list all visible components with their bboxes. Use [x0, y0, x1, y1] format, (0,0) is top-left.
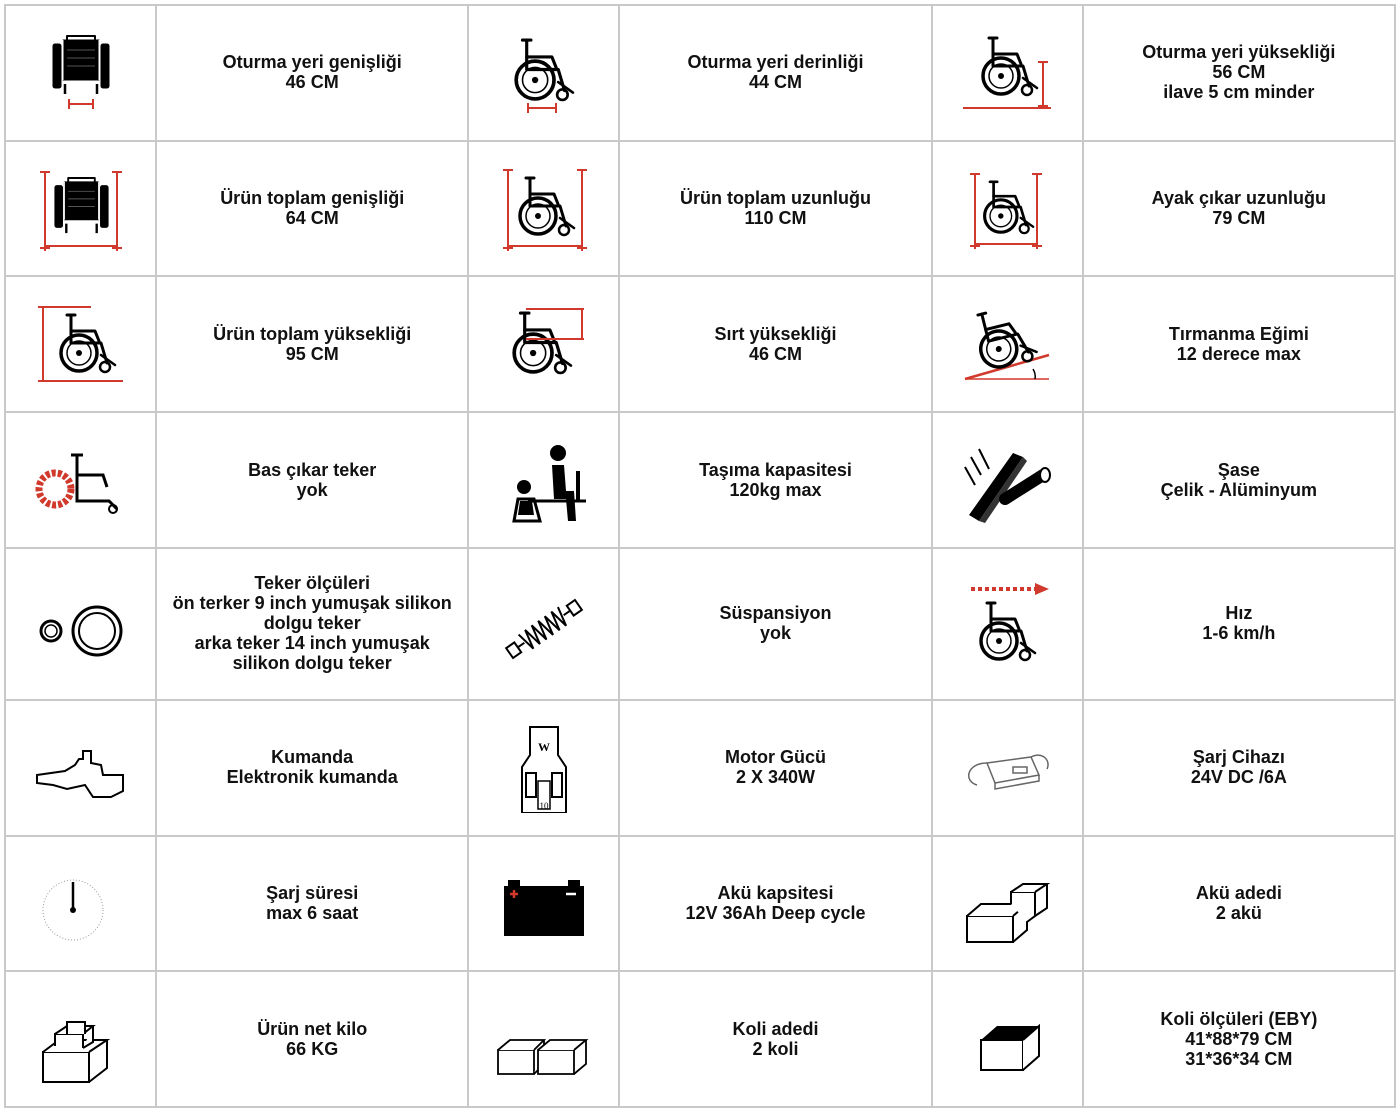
- spec-text-cell: [1083, 971, 1395, 1107]
- clock-icon: [31, 858, 131, 948]
- spec-text: [1191, 747, 1287, 787]
- spec-value: 2 akü: [1215, 902, 1262, 923]
- spec-text: [680, 188, 871, 228]
- spec-text-cell: [1083, 412, 1395, 548]
- spec-value: 46 CM: [748, 343, 802, 364]
- spec-text-cell: [1083, 548, 1395, 700]
- spec-text: [699, 460, 852, 500]
- spec-label: Ürün toplam uzunluğu: [680, 188, 871, 209]
- spec-text-cell: [619, 5, 931, 141]
- spec-text-cell: [156, 276, 468, 412]
- seat-height-icon: [957, 28, 1057, 118]
- spec-text-cell: [1083, 141, 1395, 277]
- total-width-icon: [31, 164, 131, 254]
- spec-value: 12V 36Ah Deep cycle: [685, 902, 866, 923]
- package-dimensions-icon: [957, 994, 1057, 1084]
- spec-text-cell: [619, 836, 931, 972]
- spec-value: silikon dolgu teker: [232, 653, 392, 674]
- spec-row: [5, 412, 1395, 548]
- spec-label: Sırt yüksekliği: [714, 323, 837, 344]
- spec-icon-cell: [5, 276, 156, 412]
- spec-label: Akü adedi: [1195, 882, 1282, 903]
- battery-boxes-icon: [957, 858, 1057, 948]
- spec-label: Şarj süresi: [266, 882, 359, 903]
- speed-icon: [957, 579, 1057, 669]
- spec-text: [725, 747, 826, 787]
- spec-text: [687, 52, 863, 92]
- chassis-icon: [957, 435, 1057, 525]
- spec-text: [227, 747, 398, 787]
- spec-text: [1161, 460, 1317, 500]
- spec-label: Şarj Cihazı: [1192, 747, 1285, 768]
- spec-row: [5, 700, 1395, 836]
- spec-value: 41*88*79 CM: [1185, 1028, 1293, 1049]
- spec-icon-cell: [468, 836, 619, 972]
- spec-icon-cell: [5, 836, 156, 972]
- spec-icon-cell: [5, 141, 156, 277]
- battery-icon: [494, 858, 594, 948]
- spec-value: 66 KG: [286, 1038, 339, 1059]
- spec-text-cell: [619, 141, 931, 277]
- spec-icon-cell: [468, 700, 619, 836]
- spec-value: Çelik - Alüminyum: [1160, 479, 1318, 500]
- motor-num-label: 10: [539, 800, 549, 811]
- spec-text: [719, 603, 831, 643]
- spec-label: Teker ölçüleri: [254, 573, 371, 594]
- spec-label: Süspansiyon: [719, 603, 832, 624]
- spec-text-cell: [156, 141, 468, 277]
- spec-label: Tırmanma Eğimi: [1168, 323, 1309, 344]
- spec-icon-cell: [5, 971, 156, 1107]
- spec-label: Akü kapsitesi: [717, 882, 834, 903]
- spec-value: max 6 saat: [266, 902, 359, 923]
- climb-slope-icon: [957, 299, 1057, 389]
- spec-label: Ürün toplam genişliği: [220, 188, 405, 209]
- back-height-icon: [494, 299, 594, 389]
- total-length-icon: [494, 164, 594, 254]
- spec-label: Koli adedi: [732, 1018, 819, 1039]
- spec-text: [220, 188, 404, 228]
- spec-text: [714, 324, 836, 364]
- spec-row: [5, 276, 1395, 412]
- spec-value: 24V DC /6A: [1190, 767, 1287, 788]
- spec-icon-cell: [468, 412, 619, 548]
- spec-label: Şase: [1217, 459, 1260, 480]
- motor-w-label: W: [537, 739, 550, 754]
- spec-text: [685, 883, 865, 923]
- specification-table: [4, 4, 1396, 1108]
- spec-value: 46 CM: [285, 72, 339, 93]
- spec-text: [1152, 188, 1326, 228]
- spec-text-cell: [1083, 700, 1395, 836]
- net-weight-box-icon: [31, 994, 131, 1084]
- load-capacity-icon: [494, 435, 594, 525]
- spec-label: Hız: [1225, 603, 1253, 624]
- wheel-size-icon: [31, 579, 131, 669]
- spec-icon-cell: [5, 548, 156, 700]
- spec-row: [5, 836, 1395, 972]
- spec-icon-cell: [932, 971, 1083, 1107]
- spec-label: Koli ölçüleri (EBY): [1160, 1008, 1318, 1029]
- spec-text: [1169, 324, 1309, 364]
- spec-value: 56 CM: [1212, 62, 1266, 83]
- spec-text: [213, 324, 411, 364]
- spec-text: [173, 573, 452, 673]
- spec-label: Ürün toplam yüksekliği: [213, 323, 412, 344]
- spec-label: Oturma yeri yüksekliği: [1142, 42, 1336, 63]
- spec-value: 95 CM: [285, 343, 339, 364]
- spec-text: [257, 1019, 367, 1059]
- spec-value: 110 CM: [744, 208, 807, 229]
- spec-icon-cell: [5, 412, 156, 548]
- spec-text: [1142, 42, 1335, 102]
- spec-value: 64 CM: [285, 208, 339, 229]
- spec-value: 2 koli: [752, 1038, 799, 1059]
- spec-text-cell: [1083, 276, 1395, 412]
- spec-icon-cell: [468, 141, 619, 277]
- seat-depth-icon: [494, 28, 594, 118]
- spec-text: [1160, 1009, 1317, 1069]
- spec-text-cell: [1083, 836, 1395, 972]
- spec-text: [266, 883, 358, 923]
- spec-label: Oturma yeri derinliği: [687, 52, 864, 73]
- spec-text: [1196, 883, 1282, 923]
- motor-icon: [494, 723, 594, 813]
- spec-value: yok: [759, 623, 792, 644]
- spec-text-cell: [619, 548, 931, 700]
- spec-value: 120kg max: [729, 479, 822, 500]
- spec-row: [5, 5, 1395, 141]
- spec-row: [5, 141, 1395, 277]
- spec-text-cell: [1083, 5, 1395, 141]
- joystick-controller-icon: [31, 723, 131, 813]
- spec-label: Ürün net kilo: [257, 1018, 368, 1039]
- seat-width-icon: [31, 28, 131, 118]
- spec-value: 12 derece max: [1176, 343, 1301, 364]
- spec-value: ilave 5 cm minder: [1163, 82, 1315, 103]
- spec-icon-cell: [468, 971, 619, 1107]
- spec-icon-cell: [468, 548, 619, 700]
- spec-text-cell: [156, 548, 468, 700]
- spec-icon-cell: [932, 141, 1083, 277]
- spec-icon-cell: [932, 548, 1083, 700]
- spec-icon-cell: [932, 412, 1083, 548]
- quick-release-wheel-icon: [31, 435, 131, 525]
- suspension-icon: [494, 579, 594, 669]
- spec-label: Ayak çıkar uzunluğu: [1151, 188, 1327, 209]
- footrest-length-icon: [957, 164, 1057, 254]
- spec-text-cell: [156, 700, 468, 836]
- spec-value: arka teker 14 inch yumuşak: [194, 633, 430, 654]
- spec-text-cell: [619, 971, 931, 1107]
- total-height-icon: [31, 299, 131, 389]
- spec-value: 31*36*34 CM: [1185, 1048, 1293, 1069]
- spec-label: Oturma yeri genişliği: [222, 52, 402, 73]
- spec-icon-cell: [5, 700, 156, 836]
- spec-value: 2 X 340W: [735, 767, 816, 788]
- spec-icon-cell: [468, 276, 619, 412]
- spec-value: 79 CM: [1212, 208, 1266, 229]
- spec-label: Bas çıkar teker: [248, 459, 377, 480]
- spec-value: yok: [296, 479, 328, 500]
- spec-icon-cell: [468, 5, 619, 141]
- spec-text-cell: [156, 412, 468, 548]
- spec-icon-cell: [932, 836, 1083, 972]
- spec-text-cell: [619, 412, 931, 548]
- spec-text: [248, 460, 376, 500]
- spec-value: dolgu teker: [263, 613, 361, 634]
- spec-icon-cell: [932, 700, 1083, 836]
- spec-icon-cell: [5, 5, 156, 141]
- charger-icon: [957, 723, 1057, 813]
- spec-icon-cell: [932, 5, 1083, 141]
- spec-label: Taşıma kapasitesi: [699, 459, 852, 480]
- spec-value: ön terker 9 inch yumuşak silikon: [172, 593, 452, 614]
- spec-text-cell: [156, 971, 468, 1107]
- spec-label: Kumanda: [271, 747, 354, 768]
- spec-text-cell: [619, 276, 931, 412]
- spec-row: [5, 548, 1395, 700]
- spec-text-cell: [156, 836, 468, 972]
- spec-value: 44 CM: [749, 72, 803, 93]
- spec-value: 1-6 km/h: [1202, 623, 1276, 644]
- spec-icon-cell: [932, 276, 1083, 412]
- spec-text: [223, 52, 402, 92]
- spec-value: Elektronik kumanda: [226, 767, 398, 788]
- spec-text: [1202, 603, 1275, 643]
- spec-text-cell: [156, 5, 468, 141]
- spec-text: [733, 1019, 819, 1059]
- spec-row: [5, 971, 1395, 1107]
- package-count-icon: [494, 994, 594, 1084]
- spec-text-cell: [619, 700, 931, 836]
- spec-label: Motor Gücü: [725, 747, 826, 768]
